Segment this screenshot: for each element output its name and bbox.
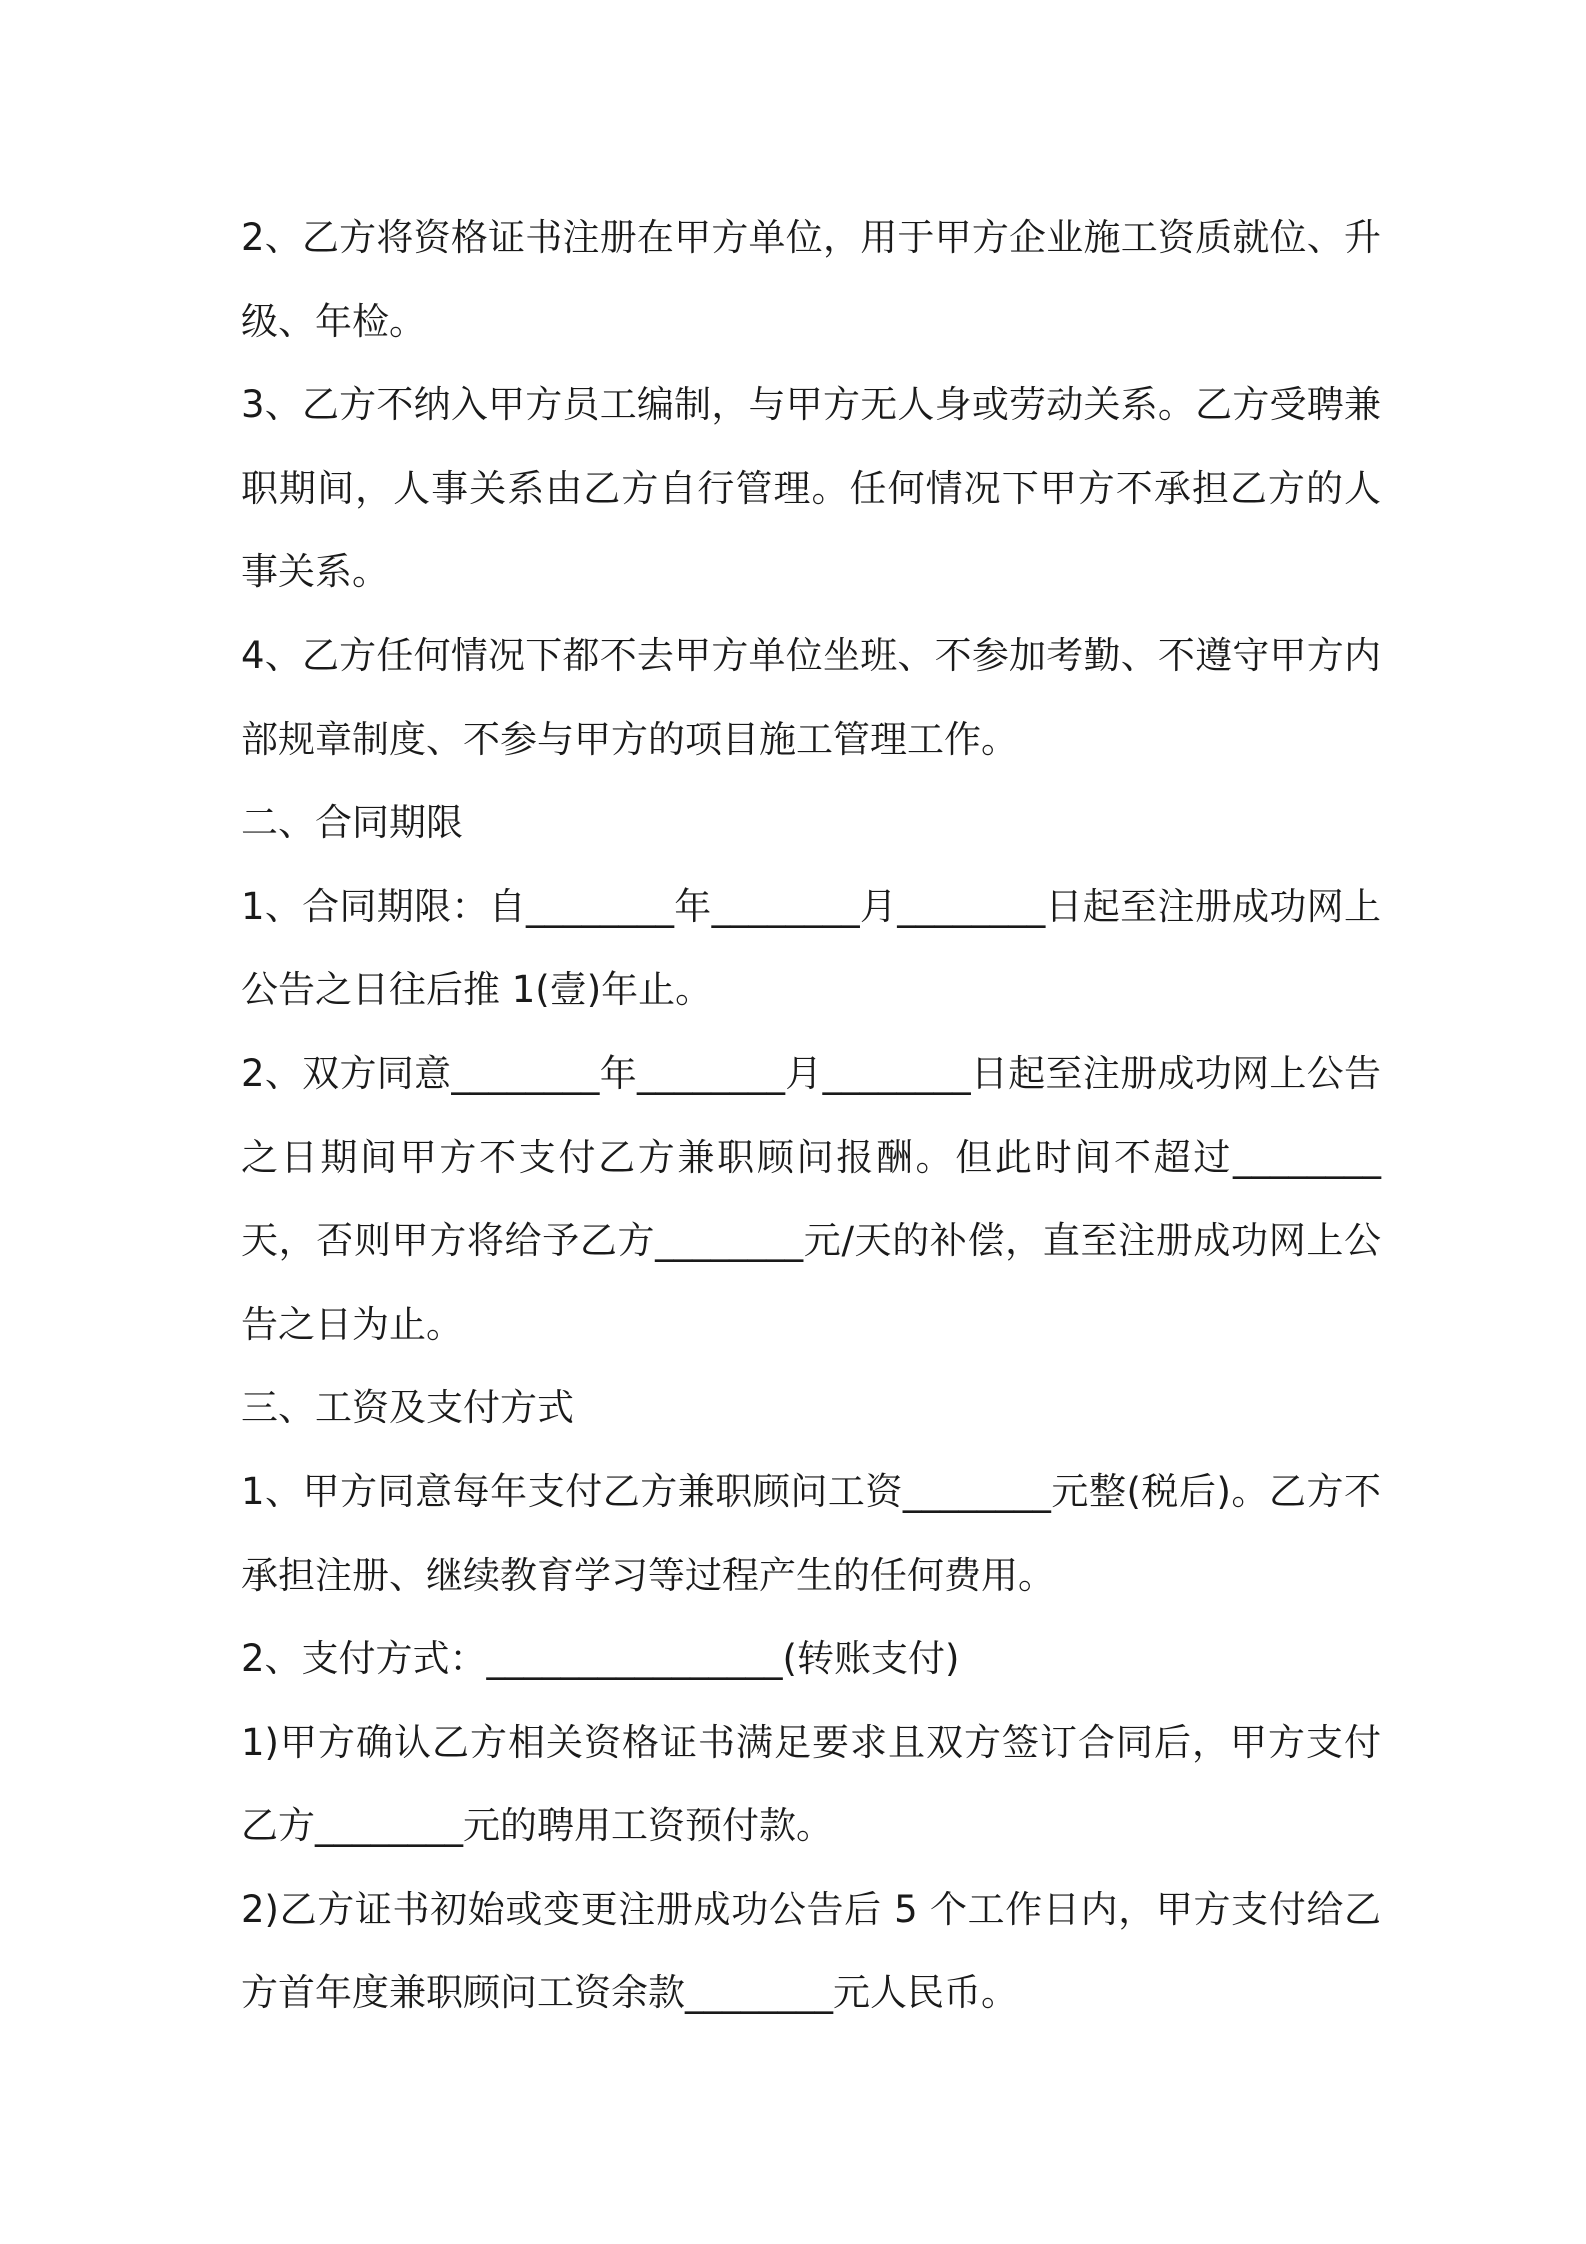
clause-3-employment-relation: 3、乙方不纳入甲方员工编制，与甲方无人身或劳动关系。乙方受聘兼职期间，人事关系由乙方自行管理。任何情况下甲方不承担乙方的人事关系。 bbox=[241, 383, 1381, 594]
salary-clause-1-annual-salary: 1、甲方同意每年支付乙方兼职顾问工资________元整(税后)。乙方不承担注册、继续教育学习等过程产生的任何费用。 bbox=[241, 1469, 1381, 1597]
salary-clause-2-payment-method: 2、支付方式：________________(转账支付) bbox=[241, 1637, 960, 1681]
term-clause-2-unpaid-period: 2、双方同意________年________月________日起至注册成功网上公告之日期间甲方不支付乙方兼职顾问报酬。但此时间不超过________天，否则甲方将给予乙方________元/天的补偿，直至注册成功网上公告之日为止。 bbox=[241, 1051, 1381, 1346]
section-heading-contract-term: 二、合同期限 bbox=[241, 801, 463, 845]
section-heading-salary-payment: 三、工资及支付方式 bbox=[241, 1386, 574, 1430]
term-clause-1-duration: 1、合同期限：自________年________月________日起至注册成功网上公告之日往后推 1(壹)年止。 bbox=[241, 884, 1381, 1012]
clause-2-certificate-registration: 2、乙方将资格证书注册在甲方单位，用于甲方企业施工资质就位、升级、年检。 bbox=[241, 216, 1381, 343]
payment-item-2-balance: 2)乙方证书初始或变更注册成功公告后 5 个工作日内，甲方支付给乙方首年度兼职顾问工资余款________元人民币。 bbox=[241, 1887, 1381, 2015]
payment-item-1-advance: 1)甲方确认乙方相关资格证书满足要求且双方签订合同后，甲方支付乙方________元的聘用工资预付款。 bbox=[241, 1720, 1381, 1848]
clause-4-no-attendance: 4、乙方任何情况下都不去甲方单位坐班、不参加考勤、不遵守甲方内部规章制度、不参与甲方的项目施工管理工作。 bbox=[241, 633, 1381, 761]
document-body bbox=[241, 196, 1381, 2035]
